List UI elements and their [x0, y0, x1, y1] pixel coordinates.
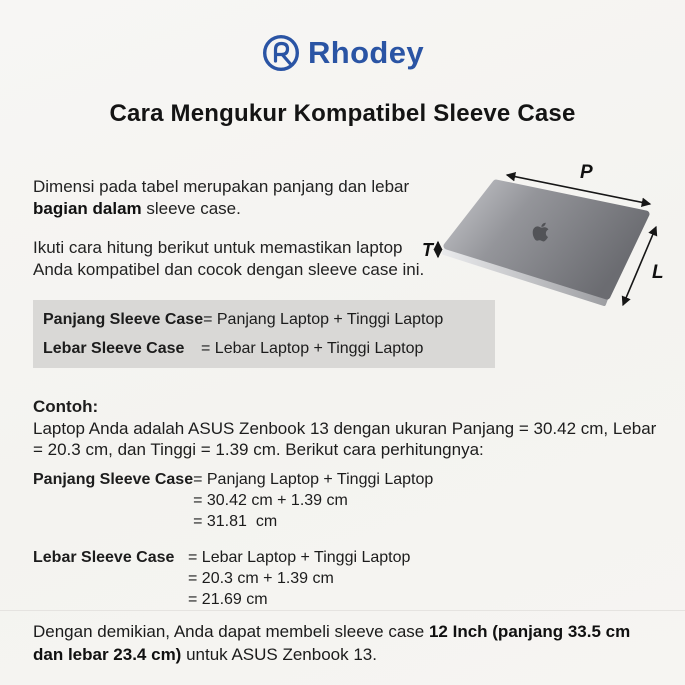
conclusion-suffix: untuk ASUS Zenbook 13. [181, 645, 377, 664]
calc-label: Panjang Sleeve Case [33, 471, 194, 488]
calc-lines [188, 547, 410, 610]
calc-line: = 30.42 cm + 1.39 cm [193, 492, 348, 509]
conclusion-prefix: Dengan demikian, Anda dapat membeli sleeve case [33, 622, 429, 641]
divider [0, 610, 685, 611]
intro-text [33, 176, 440, 281]
calc-line: = 20.3 cm + 1.39 cm [188, 570, 334, 587]
rhodey-logo-icon [261, 33, 301, 73]
calculation-section [33, 469, 433, 610]
conclusion-text [33, 620, 665, 666]
formula-row-lebar [43, 340, 489, 358]
intro-paragraph-1 [33, 176, 440, 220]
calc-line: = 21.69 cm [188, 591, 268, 608]
calc-lebar [33, 547, 433, 610]
formula-value: = Panjang Laptop + Tinggi Laptop [203, 311, 444, 328]
calc-line: = Panjang Laptop + Tinggi Laptop [193, 471, 434, 488]
laptop-dimension-diagram [420, 145, 685, 315]
lebar-label: L [652, 262, 664, 283]
tinggi-label: T [422, 240, 433, 260]
intro-p1-bold: bagian dalam [33, 199, 142, 218]
calc-line: = 31.81 cm [193, 513, 278, 530]
intro-p1-text: Dimensi pada tabel merupakan panjang dan lebar [33, 177, 410, 196]
calc-panjang [33, 469, 433, 532]
formula-label: Lebar Sleeve Case [43, 340, 185, 357]
example-section [33, 396, 665, 461]
intro-p1-rest: sleeve case. [141, 199, 241, 218]
formula-value: = Lebar Laptop + Tinggi Laptop [201, 340, 424, 357]
formula-row-panjang [43, 311, 489, 329]
laptop-lid [447, 183, 646, 296]
intro-paragraph-2: Ikuti cara hitung berikut untuk memastikan laptop Anda kompatibel dan cocok dengan sleeve case ini. [33, 238, 425, 279]
formula-box [33, 300, 495, 368]
brand-name: Rhodey [307, 35, 425, 70]
panjang-label: P [580, 162, 593, 183]
example-body: Laptop Anda adalah ASUS Zenbook 13 dengan ukuran Panjang = 30.42 cm, Lebar = 20.3 cm, dan Tinggi = 1.39 cm. Berikut cara perhitungnya: [33, 418, 657, 459]
calc-label: Lebar Sleeve Case [33, 549, 175, 566]
brand-logo [0, 33, 685, 73]
conclusion-bold: 12 Inch (panjang 33.5 cm dan lebar 23.4 cm) [33, 622, 631, 664]
calc-line: = Lebar Laptop + Tinggi Laptop [188, 549, 411, 566]
formula-label: Panjang Sleeve Case [43, 311, 204, 328]
page-title: Cara Mengukur Kompatibel Sleeve Case [109, 100, 576, 127]
calc-lines [193, 469, 433, 532]
example-heading: Contoh: [33, 397, 99, 416]
